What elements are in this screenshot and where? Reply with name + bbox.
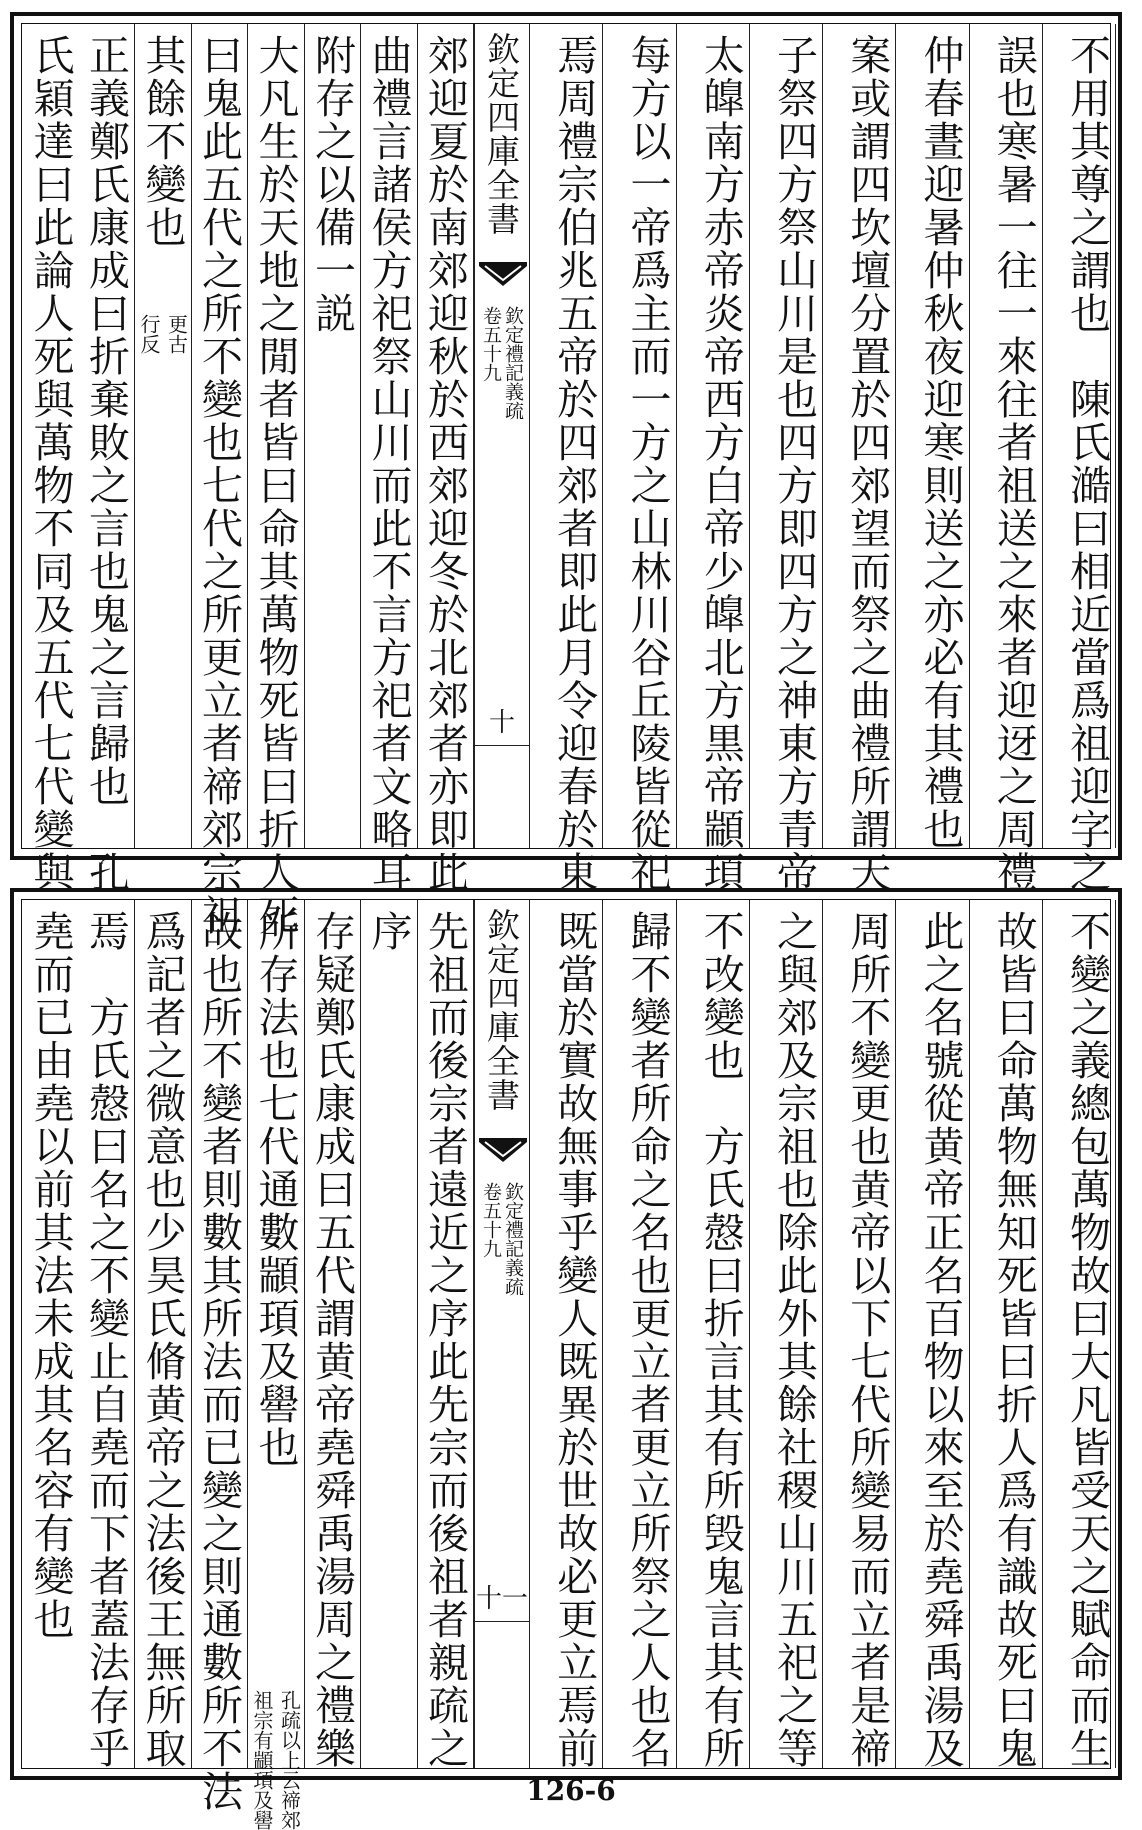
text-column-left-6: [305, 900, 362, 1768]
column-text: 曲禮言諸侯方祀祭山川而此不言方祀者文略耳: [364, 34, 413, 894]
column-text: 故也所不變者則數其所法而已變之則通數所不法: [195, 910, 243, 1813]
text-column-right-6: [677, 24, 750, 894]
text-column-left-2: [79, 24, 136, 894]
fishtail-mark-icon: [479, 262, 527, 288]
fishtail-mark-icon: [479, 1138, 527, 1164]
book-title: 欽定四庫全書: [482, 908, 521, 1112]
column-text: 不用其尊之謂也 陳氏澔曰相近當爲祖迎字之: [1063, 34, 1111, 894]
text-column-left-7: [361, 900, 418, 1768]
text-column-left-2: [79, 900, 136, 1768]
text-column-right-7: [603, 900, 676, 1768]
text-column-right-5: [750, 900, 823, 1768]
column-text: 歸不變者所命之名也更立者更立所祭之人也名: [623, 910, 672, 1770]
text-column-left-3: [135, 900, 192, 1768]
column-text: 正義鄭氏康成曰折棄敗之言也鬼之言歸也 孔: [82, 34, 130, 894]
column-text: 此之名號從黄帝正名百物以來至於堯舜禹湯及: [916, 910, 965, 1770]
text-column-right-4: [823, 24, 896, 894]
text-column-right-3: [896, 900, 969, 1768]
column-text: 焉周禮宗伯兆五帝於四郊者即此月令迎春於東: [550, 34, 599, 894]
column-text: 郊迎夏於南郊迎秋於西郊迎冬於北郊者亦即此: [421, 34, 469, 894]
text-column-right-1: [1043, 24, 1116, 894]
column-text: 誤也寒暑一往一來往者祖送之來者迎迓之周禮: [989, 34, 1038, 894]
inline-note-b: 行反: [137, 314, 161, 354]
column-text: 子祭四方祭山川是也四方即四方之神東方青帝: [770, 34, 818, 894]
text-column-right-8: [530, 24, 603, 894]
column-text: 每方以一帝爲主而一方之山林川谷丘陵皆從祀: [623, 34, 672, 894]
column-text: 既當於實故無事乎變人既異於世故必更立焉前: [550, 910, 599, 1770]
upper-page-panel: [10, 12, 1122, 937]
text-column-right-5: [750, 24, 823, 894]
sub-volume: 卷五十九: [480, 306, 502, 382]
sub-title: 欽定禮記義疏: [502, 306, 524, 420]
column-text: 序: [364, 910, 413, 953]
column-text: 存疑鄭氏康成曰五代謂黄帝堯舜禹湯周之禮樂: [308, 910, 356, 1770]
text-column-right-1: [1043, 900, 1116, 1768]
text-column-right-4: [823, 900, 896, 1768]
text-column-right-6: [677, 900, 750, 1768]
text-column-left-1: [22, 900, 79, 1768]
commentary-note-a: 孔疏以上云禘郊: [277, 1690, 302, 1830]
column-text: 焉 方氏慤曰名之不變止自堯而下者蓋法存乎: [82, 910, 130, 1770]
text-column-left-7: [361, 24, 418, 894]
column-text: 曰鬼此五代之所不變也七代之所更立者禘郊宗祖: [195, 34, 243, 937]
text-column-left-5: [248, 24, 305, 937]
column-text: 大凡生於天地之閒者皆曰命其萬物死皆曰折人死: [251, 34, 300, 937]
column-text: 堯而已由堯以前其法未成其名容有變也: [26, 910, 75, 1641]
text-column-left-4: [192, 24, 249, 937]
column-text: 案或謂四坎壇分置於四郊望而祭之曲禮所謂天: [843, 34, 892, 894]
text-column-left-6: [305, 24, 362, 848]
column-text: 不變之義總包萬物故曰大凡皆受天之賦命而生: [1063, 910, 1111, 1770]
page-footer-number: 126-6: [526, 1774, 616, 1807]
column-text: 不改變也 方氏慤曰折言其有所毁鬼言其有所: [696, 910, 745, 1770]
book-title: 欽定四庫全書: [482, 32, 521, 236]
column-text: 所存法也七代通數顓頊及嚳也: [251, 910, 300, 1469]
column-text: 氏穎達曰此論人死與萬物不同及五代七代變與: [26, 34, 75, 894]
column-text: 太皥南方赤帝炎帝西方白帝少皥北方黒帝顓頊: [696, 34, 745, 894]
text-column-right-2: [970, 24, 1043, 894]
leaf-number: 十: [475, 702, 529, 746]
commentary-note-b: 祖宗有顓頊及嚳: [250, 1690, 274, 1830]
text-column-right-7: [603, 24, 676, 894]
sub-title: 欽定禮記義疏: [502, 1182, 524, 1296]
text-column-left-1: [22, 24, 79, 894]
text-column-right-3: [896, 24, 969, 851]
text-column-left-8: [418, 900, 475, 1768]
leaf-number: 十一: [475, 1578, 529, 1622]
column-text: 之與郊及宗祖也除此外其餘社稷山川五祀之等: [770, 910, 818, 1770]
text-column-right-2: [970, 900, 1043, 1768]
column-text: 其餘不變也: [138, 34, 187, 249]
column-text: 仲春晝迎暑仲秋夜迎寒則送之亦必有其禮也: [916, 34, 965, 851]
column-text: 附存之以備一説: [308, 34, 356, 335]
column-text: 故皆曰命萬物無知死皆曰折人爲有識故死曰鬼: [989, 910, 1038, 1770]
sub-volume: 卷五十九: [480, 1182, 502, 1258]
text-column-left-5: [248, 900, 305, 1830]
text-column-left-4: [192, 900, 249, 1813]
text-column-left-3: [135, 24, 192, 848]
column-text: 周所不變更也黄帝以下七代所變易而立者是禘: [843, 910, 892, 1770]
text-column-left-8: [418, 24, 475, 894]
inline-note-a: 更古: [164, 314, 189, 354]
center-fold-column: [474, 900, 530, 1768]
column-text: 先祖而後宗者遠近之序此先宗而後祖者親疏之: [421, 910, 469, 1770]
center-fold-column: [474, 24, 530, 848]
column-text: 爲記者之微意也少昊氏脩黄帝之法後王無所取: [138, 910, 187, 1770]
text-column-right-8: [530, 900, 603, 1768]
upper-page-frame: [21, 23, 1111, 937]
